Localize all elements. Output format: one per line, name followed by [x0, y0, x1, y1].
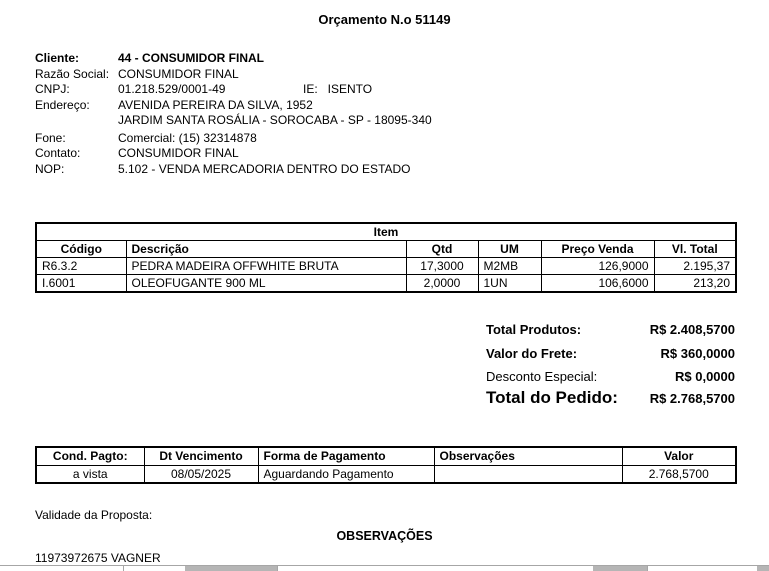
endereco-label: Endereço: — [35, 97, 90, 112]
items-header-row — [36, 241, 736, 258]
cell-um: M2MB — [478, 258, 541, 275]
fone-value: Comercial: (15) 32314878 — [118, 130, 257, 145]
cell-codigo: R6.3.2 — [36, 258, 126, 275]
ie-value: ISENTO — [327, 82, 373, 96]
cell-preco-venda: 126,9000 — [541, 258, 654, 275]
payment-table — [35, 446, 737, 484]
endereco-row — [35, 98, 759, 114]
validade-proposta-label: Validade da Proposta: — [35, 508, 153, 522]
cell-descricao: PEDRA MADEIRA OFFWHITE BRUTA — [126, 258, 406, 275]
nop-label: NOP: — [35, 161, 65, 176]
cell-preco-venda: 106,6000 — [541, 275, 654, 293]
grid-divider — [277, 566, 278, 571]
document-title: Orçamento N.o 51149 — [318, 12, 451, 27]
contato-label: Contato: — [35, 146, 81, 160]
col-header-vl-total: Vl. Total — [654, 241, 736, 258]
cell-valor: 2.768,5700 — [622, 465, 736, 483]
grid-cell-shade — [593, 566, 647, 571]
cell-descricao: OLEOFUGANTE 900 ML — [126, 275, 406, 293]
total-produtos-value: R$ 2.408,5700 — [649, 322, 735, 337]
cell-cond-pagto: a vista — [36, 465, 144, 483]
observacoes-title: OBSERVAÇÕES — [336, 529, 433, 543]
cliente-value: 44 - CONSUMIDOR FINAL — [118, 51, 265, 65]
total-pedido-label: Total do Pedido: — [486, 388, 618, 407]
contact-line: 11973972675 VAGNER — [35, 551, 161, 565]
grid-divider — [647, 566, 648, 571]
col-header-cond-pagto: Cond. Pagto: — [36, 447, 144, 465]
client-info-block — [35, 51, 759, 177]
valor-frete-row — [486, 346, 735, 361]
desconto-especial-value: R$ 0,0000 — [675, 369, 735, 384]
desconto-especial-row — [486, 369, 735, 384]
items-caption: Item — [36, 223, 736, 241]
payment-header-row — [36, 447, 736, 465]
grid-cell-shade — [757, 566, 769, 571]
contato-row — [35, 146, 759, 162]
cliente-label: Cliente: — [35, 51, 80, 65]
col-header-preco-venda: Preço Venda — [541, 241, 654, 258]
client-row — [35, 51, 759, 67]
cell-observacoes — [434, 465, 622, 483]
total-produtos-row — [486, 322, 735, 337]
nop-value: 5.102 - VENDA MERCADORIA DENTRO DO ESTADO — [118, 161, 411, 176]
cnpj-row — [35, 82, 759, 98]
fone-label: Fone: — [35, 130, 66, 145]
fone-row — [35, 131, 759, 147]
cell-forma-pagamento: Aguardando Pagamento — [258, 465, 434, 483]
grid-divider — [123, 566, 124, 571]
col-header-um: UM — [478, 241, 541, 258]
total-produtos-label: Total Produtos: — [486, 322, 582, 337]
col-header-codigo: Código — [36, 241, 126, 258]
ie-label: IE: — [303, 82, 318, 96]
nop-row — [35, 162, 759, 178]
cell-vl-total: 2.195,37 — [654, 258, 736, 275]
cell-vl-total: 213,20 — [654, 275, 736, 293]
cell-um: 1UN — [478, 275, 541, 293]
cell-qtd: 17,3000 — [406, 258, 478, 275]
valor-frete-value: R$ 360,0000 — [660, 346, 735, 361]
col-header-observacoes: Observações — [434, 447, 622, 465]
endereco-line2: JARDIM SANTA ROSÁLIA - SOROCABA - SP - 18095-340 — [118, 113, 432, 127]
desconto-especial-label: Desconto Especial: — [486, 369, 598, 384]
cell-dt-vencimento: 08/05/2025 — [144, 465, 258, 483]
cnpj-label: CNPJ: — [35, 82, 70, 96]
endereco-line1: AVENIDA PEREIRA DA SILVA, 1952 — [118, 97, 313, 112]
col-header-forma-pagamento: Forma de Pagamento — [258, 447, 434, 465]
col-header-qtd: Qtd — [406, 241, 478, 258]
table-row — [36, 275, 736, 293]
total-pedido-row — [486, 388, 735, 408]
items-caption-row — [36, 223, 736, 241]
col-header-descricao: Descrição — [126, 241, 406, 258]
razao-social-row — [35, 67, 759, 83]
cell-codigo: I.6001 — [36, 275, 126, 293]
col-header-valor: Valor — [622, 447, 736, 465]
table-row — [36, 465, 736, 483]
valor-frete-label: Valor do Frete: — [486, 346, 578, 361]
total-pedido-value: R$ 2.768,5700 — [649, 391, 735, 406]
cell-qtd: 2,0000 — [406, 275, 478, 293]
razao-label: Razão Social: — [35, 66, 110, 81]
endereco-row-2 — [35, 113, 759, 129]
table-row — [36, 258, 736, 275]
cropped-grid-strip — [0, 565, 769, 571]
contato-value: CONSUMIDOR FINAL — [118, 146, 239, 160]
razao-value: CONSUMIDOR FINAL — [118, 66, 239, 81]
grid-cell-shade — [185, 566, 277, 571]
col-header-dt-vencimento: Dt Vencimento — [144, 447, 258, 465]
items-table — [35, 222, 737, 293]
cnpj-value: 01.218.529/0001-49 — [118, 82, 226, 96]
